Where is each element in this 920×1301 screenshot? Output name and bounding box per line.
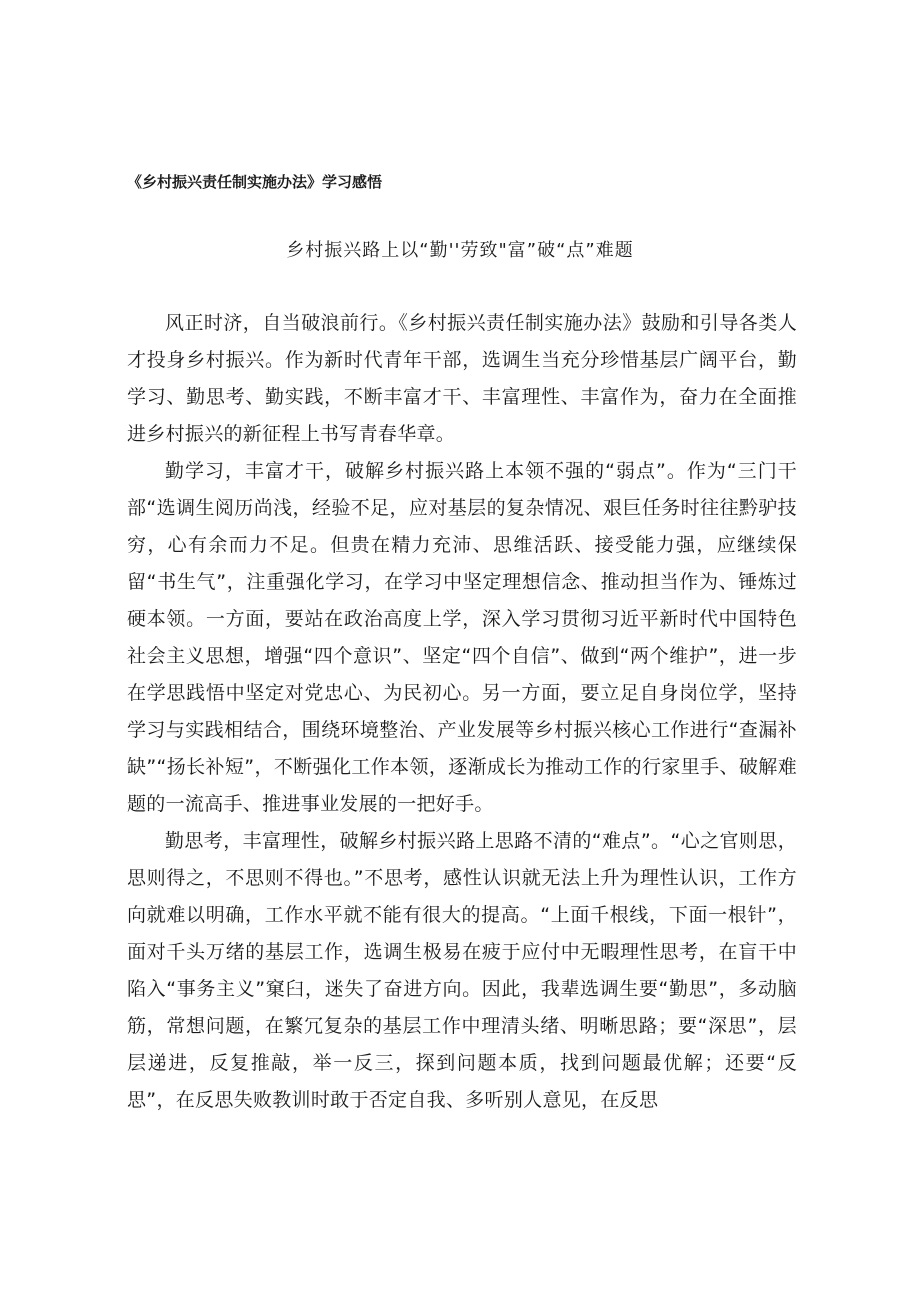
document-title: 乡村振兴路上以“勤''劳致"富”破“点”难题 xyxy=(286,240,634,261)
document-body xyxy=(127,305,797,1119)
paragraph: 风正时济，自当破浪前行。《乡村振兴责任制实施办法》鼓励和引导各类人才投身乡村振兴。作为新时代青年干部，选调生当充分珍惜基层广阔平台，勤学习、勤思考、勤实践，不断丰富才干、丰富理性、丰富作为，奋力在全面推进乡村振兴的新征程上书写青春华章。 xyxy=(127,312,797,445)
paragraph: 勤学习，丰富才干，破解乡村振兴路上本领不强的“弱点”。作为“三门干部“选调生阅历尚浅，经验不足，应对基层的复杂情况、艰巨任务时往往黔驴技穷，心有余而力不足。但贵在精力充沛、思维活跃、接受能力强，应继续保留“书生气”，注重强化学习，在学习中坚定理想信念、推动担当作为、锤炼过硬本领。一方面，要站在政治高度上学，深入学习贯彻习近平新时代中国特色社会主义思想，增强“四个意识”、坚定“四个自信”、做到“两个维护”，进一步在学思践悟中坚定对党忠心、为民初心。另一方面，要立足自身岗位学，坚持学习与实践相结合，围绕环境整治、产业发展等乡村振兴核心工作进行“查漏补缺”“扬长补短”，不断强化工作本领，逐渐成长为推动工作的行家里手、破解难题的一流高手、推进事业发展的一把好手。 xyxy=(127,460,797,815)
paragraph: 勤思考，丰富理性，破解乡村振兴路上思路不清的“难点”。“心之官则思，思则得之，不思则不得也。”不思考，感性认识就无法上升为理性认识，工作方向就难以明确，工作水平就不能有很大的提高。“上面千根线，下面一根针”，面对千头万绪的基层工作，选调生极易在疲于应付中无暇理性思考，在盲干中陷入“事务主义”窠臼，迷失了奋进方向。因此，我辈选调生要“勤思”，多动脑筋，常想问题，在繁冗复杂的基层工作中理清头绪、明晰思路；要“深思”，层层递进，反复推敲，举一反三，探到问题本质，找到问题最优解；还要“反思”，在反思失败教训时敢于否定自我、多听别人意见，在反思 xyxy=(127,830,797,1111)
document-label: 《乡村振兴责任制实施办法》学习感悟 xyxy=(127,173,383,191)
